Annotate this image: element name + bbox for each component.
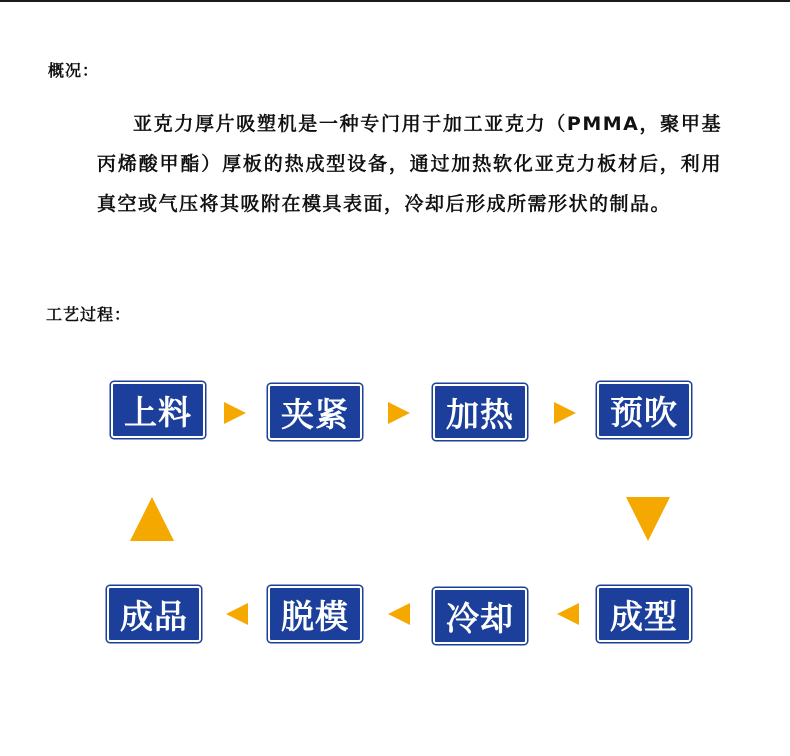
step-cooling: 冷却 [433,588,527,644]
step-forming: 成型 [597,586,691,642]
step-loading: 上料 [111,382,205,438]
step-pre-blowing: 预吹 [597,382,691,438]
arrow-right-icon [388,402,410,424]
step-demolding: 脱模 [268,586,362,642]
arrow-up-icon [130,497,174,541]
process-heading: 工艺过程： [46,305,132,324]
arrow-down-icon [626,497,670,541]
step-heating: 加热 [433,384,527,440]
top-divider [0,0,790,2]
arrow-right-icon [224,402,246,424]
step-finished-product: 成品 [107,586,201,642]
arrow-left-icon [557,603,579,625]
overview-paragraph: 亚克力厚片吸塑机是一种专门用于加工亚克力（PMMA，聚甲基丙烯酸甲酯）厚板的热成型设备，通过加热软化亚克力板材后，利用真空或气压将其吸附在模具表面，冷却后形成所需形状的制品。 [97,113,722,215]
arrow-right-icon [554,402,576,424]
overview-heading: 概况： [48,61,100,80]
arrow-left-icon [226,603,248,625]
arrow-left-icon [388,603,410,625]
step-clamping: 夹紧 [268,384,362,440]
